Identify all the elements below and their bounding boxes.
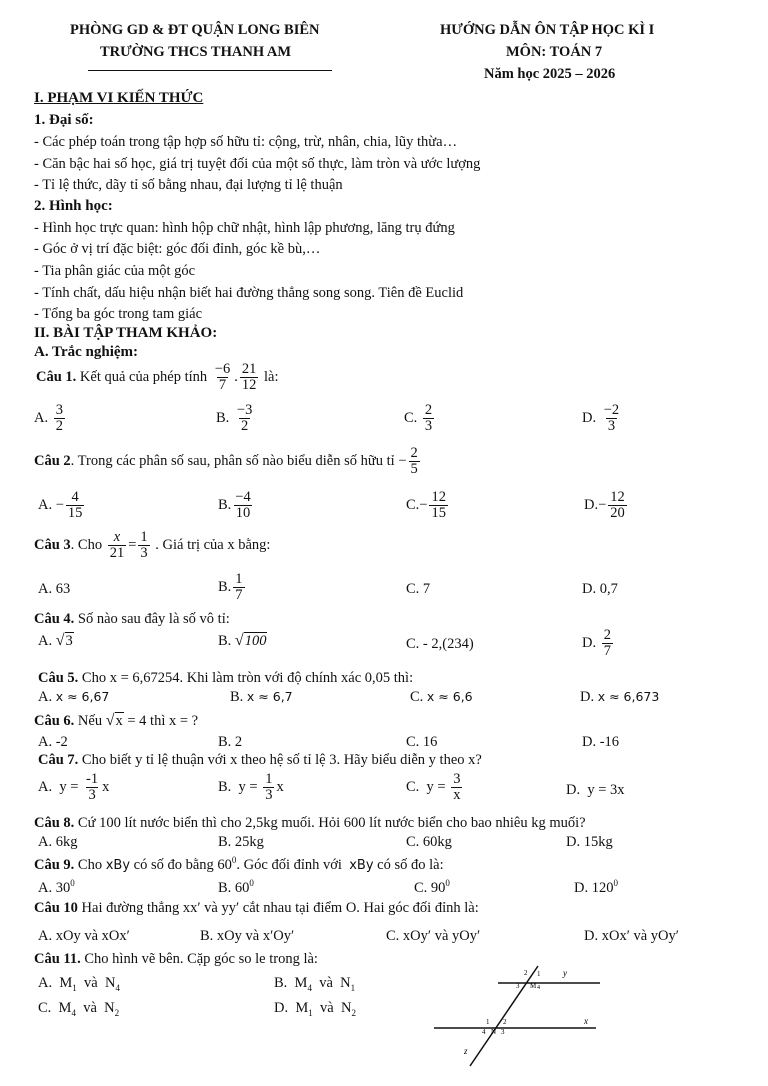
- q10-option-a: A. xOy và xOx′: [38, 928, 130, 944]
- label-m4: 4: [537, 985, 540, 991]
- doc-title: HƯỚNG DẪN ÔN TẬP HỌC KÌ I: [440, 22, 655, 38]
- question-6: Câu 6. Nếu √x = 4 thì x = ?: [34, 712, 199, 729]
- q6-option-a: A. -2: [38, 734, 68, 750]
- q3-option-a: A. 63: [38, 581, 71, 597]
- q6-option-b: B. 2: [218, 734, 243, 750]
- q8-option-c: C. 60kg: [406, 834, 452, 850]
- q9-option-a: A. $30^0$: [38, 878, 75, 896]
- q10-option-b: B. xOy và x′Oy′: [200, 928, 295, 944]
- question-11: Câu 11. Cho hình vẽ bên. Cặp góc so le trong là:: [34, 951, 318, 967]
- question-1: Câu 1. Kết quả của phép tính $\frac{-6}{7}$ . $\frac{21}{12}$ là:: [36, 361, 279, 394]
- algebra-heading: 1. Đại số:: [34, 112, 94, 128]
- q11-option-c: C. $M_4$ và $N_2$: [38, 1000, 120, 1018]
- algebra-item: - Tỉ lệ thức, dãy tỉ số bằng nhau, đại lượng tỉ lệ thuận: [34, 177, 343, 193]
- question-9: Câu 9. Cho xBy có số đo bằng $60^0$. Góc đối đỉnh với xBy có số đo là:: [34, 855, 444, 873]
- q11-option-a: A. $M_1$ và $N_4$: [38, 975, 120, 993]
- q4-option-c: C. - 2,(234): [406, 636, 474, 652]
- q11-option-b: B. $M_4$ và $N_1$: [274, 975, 356, 993]
- subject: MÔN: TOÁN 7: [506, 44, 603, 60]
- transversal-z: [470, 966, 538, 1066]
- q5-option-b: B. x ≈ 6,7: [230, 689, 293, 705]
- algebra-item: - Các phép toán trong tập hợp số hữu tỉ: cộng, trừ, nhân, chia, lũy thừa…: [34, 134, 458, 150]
- q5-option-d: D. x ≈ 6,673: [580, 689, 660, 705]
- q1-option-b: B. $\frac{-3}{2}$: [216, 402, 253, 435]
- question-8: Câu 8. Cứ 100 lít nước biển thì cho 2,5kg muối. Hỏi 600 lít nước biển cho bao nhiêu kg muối?: [34, 815, 586, 831]
- q6-option-c: C. 16: [406, 734, 438, 750]
- label-z: z: [464, 1046, 468, 1056]
- q1-option-a: A. $\frac{3}{2}$: [34, 402, 63, 435]
- label-n4: 4: [482, 1028, 486, 1036]
- q5-option-c: C. x ≈ 6,6: [410, 689, 473, 705]
- parallel-lines-figure: [430, 964, 610, 1068]
- question-10: Câu 10 Hai đường thẳng xx′ và yy′ cắt nhau tại điểm O. Hai góc đối đỉnh là:: [34, 900, 479, 916]
- geometry-heading: 2. Hình học:: [34, 198, 113, 214]
- q5-option-a: A. x ≈ 6,67: [38, 689, 110, 705]
- q8-option-a: A. 6kg: [38, 834, 78, 850]
- geometry-item: - Tính chất, dấu hiệu nhận biết hai đường thẳng song song. Tiên đề Euclid: [34, 285, 464, 301]
- geometry-item: - Hình học trực quan: hình hộp chữ nhật, hình lập phương, lăng trụ đứng: [34, 220, 455, 236]
- label-n: N: [491, 1028, 497, 1036]
- q7-option-a: A. y = $\frac{-1}{3}$ x: [38, 771, 110, 804]
- school-year: Năm học 2025 – 2026: [484, 66, 616, 82]
- q7-option-c: C. y = $\frac{3}{x}$: [406, 771, 461, 804]
- section-2a-title: A. Trắc nghiệm:: [34, 344, 139, 360]
- question-5: Câu 5. Cho x = 6,67254. Khi làm tròn với độ chính xác 0,05 thì:: [38, 670, 414, 686]
- q9-option-b: B. $60^0$: [218, 878, 254, 896]
- question-4: Câu 4. Số nào sau đây là số vô tỉ:: [34, 611, 230, 627]
- question-7: Câu 7. Cho biết y tỉ lệ thuận với x theo hệ số tỉ lệ 3. Hãy biểu diễn y theo x?: [38, 752, 482, 768]
- q4-option-d: D. $\frac{2}{7}$: [582, 627, 611, 660]
- q3-option-d: D. 0,7: [582, 581, 618, 597]
- label-m: M: [530, 982, 537, 990]
- q2-option-b: B. $\frac{-4}{10}$: [218, 489, 251, 522]
- section-2-title: II. BÀI TẬP THAM KHẢO:: [34, 325, 218, 341]
- section-1-title: I. PHẠM VI KIẾN THỨC: [34, 90, 204, 106]
- label-m1: 1: [537, 970, 541, 978]
- geometry-item: - Tia phân giác của một góc: [34, 263, 196, 279]
- geometry-item: - Góc ở vị trí đặc biệt: góc đối đỉnh, góc kề bù,…: [34, 241, 321, 257]
- q10-option-d: D. xOx′ và yOy′: [584, 928, 679, 944]
- label-m3: 3: [516, 982, 520, 990]
- q1-option-d: D. $\frac{-2}{3}$: [582, 402, 620, 435]
- q8-option-b: B. 25kg: [218, 834, 264, 850]
- school-name: TRƯỜNG THCS THANH AM: [100, 44, 292, 60]
- algebra-item: - Căn bậc hai số học, giá trị tuyệt đối của một số thực, làm tròn và ước lượng: [34, 156, 481, 172]
- q4-option-b: B. √100: [218, 632, 267, 649]
- q3-option-c: C. 7: [406, 581, 431, 597]
- q6-option-d: D. -16: [582, 734, 620, 750]
- question-3: Câu 3. Cho $\frac{x}{21}$ = $\frac{1}{3}$ . Giá trị của x bằng:: [34, 529, 271, 562]
- q1-option-c: C. $\frac{2}{3}$: [404, 402, 433, 435]
- label-y: y: [563, 968, 567, 978]
- geometry-item: - Tổng ba góc trong tam giác: [34, 306, 203, 322]
- label-x: x: [584, 1016, 588, 1026]
- dept-name: PHÒNG GD & ĐT QUẬN LONG BIÊN: [70, 22, 320, 38]
- q2-option-a: A. − $\frac{4}{15}$: [38, 489, 83, 522]
- label-n1: 1: [486, 1018, 490, 1026]
- label-m2: 2: [524, 969, 528, 977]
- q2-option-d: D.− $\frac{12}{20}$: [584, 489, 625, 522]
- q11-option-d: D. $M_1$ và $N_2$: [274, 1000, 356, 1018]
- q9-option-d: D. $120^0$: [574, 878, 618, 896]
- q7-option-b: B. y = $\frac{1}{3}$ x: [218, 771, 284, 804]
- q9-option-c: C. $90^0$: [414, 878, 450, 896]
- label-n3: 3: [501, 1028, 505, 1036]
- question-2: Câu 2. Trong các phân số sau, phân số nào biểu diễn số hữu tỉ − $\frac{2}{5}$: [34, 445, 418, 478]
- q7-option-d: D. y = 3x: [566, 782, 625, 798]
- q8-option-d: D. 15kg: [566, 834, 613, 850]
- q4-option-a: A. √3: [38, 632, 73, 649]
- q3-option-b: B. $\frac{1}{7}$: [218, 571, 243, 604]
- header-rule: [88, 70, 332, 71]
- label-n2: 2: [503, 1018, 507, 1026]
- q2-option-c: C.− $\frac{12}{15}$: [406, 489, 446, 522]
- q10-option-c: C. xOy′ và yOy′: [386, 928, 481, 944]
